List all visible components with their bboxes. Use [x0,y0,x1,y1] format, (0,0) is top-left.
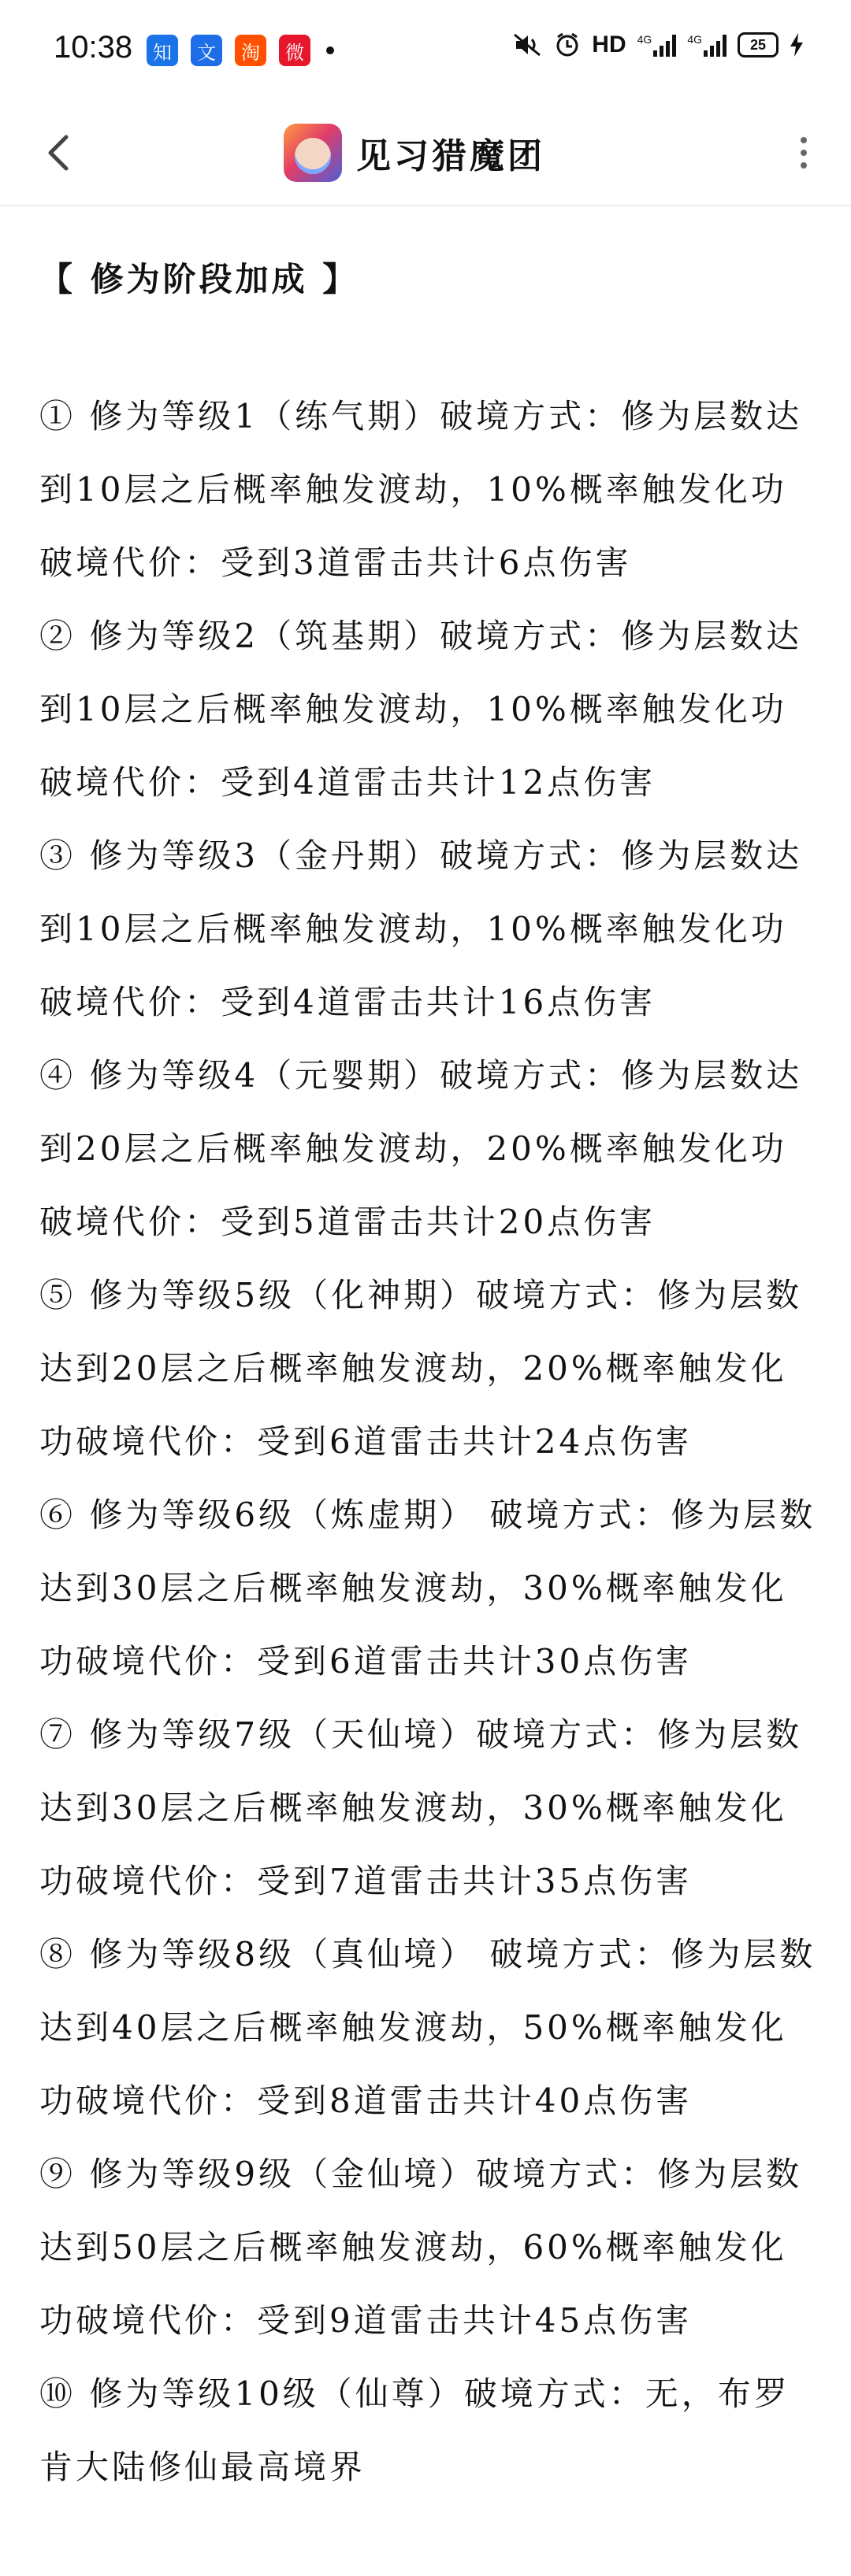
signal-bars-2-icon [704,33,727,57]
article-content [39,205,819,2504]
notification-icons [147,35,334,66]
signal-2-label: 4G [687,33,702,46]
more-dot-icon [801,137,807,143]
signal-1 [637,33,677,57]
charging-bolt-icon [790,33,804,57]
alarm-icon [554,32,581,58]
app-title-group [284,113,545,192]
zhihu-icon: 知 [147,35,178,66]
app-title: 见习猎魔团 [356,136,545,176]
system-status [511,32,804,58]
status-bar [0,0,851,104]
level-item-1: ① 修为等级1（练气期）破境方式：修为层数达到10层之后概率触发渡劫，10%概率触发化功破境代价：受到3道雷击共计6点伤害 [39,397,803,582]
level-item-8: ⑧ 修为等级8级（真仙境） 破境方式：修为层数达到40层之后概率触发渡劫，50%概率触发化功破境代价：受到8道雷击共计40点伤害 [39,1935,816,2120]
more-dot-icon [801,162,807,169]
more-notifications-dot [326,46,334,54]
app-bar [0,104,851,206]
more-options-button[interactable] [791,128,816,178]
status-time: 10:38 [54,30,133,65]
level-item-3: ③ 修为等级3（金丹期）破境方式：修为层数达到10层之后概率触发渡劫，10%概率触发化功破境代价：受到4道雷击共计16点伤害 [39,836,803,1021]
level-item-6: ⑥ 修为等级6级（炼虚期） 破境方式：修为层数达到30层之后概率触发渡劫，30%概率触发化功破境代价：受到6道雷击共计30点伤害 [39,1496,816,1681]
level-item-9: ⑨ 修为等级9级（金仙境）破境方式：修为层数达到50层之后概率触发渡劫，60%概率触发化功破境代价：受到9道雷击共计45点伤害 [39,2155,803,2340]
level-item-7: ⑦ 修为等级7级（天仙境）破境方式：修为层数达到30层之后概率触发渡劫，30%概率触发化功破境代价：受到7道雷击共计35点伤害 [39,1715,803,1900]
wenku-icon: 文 [191,35,222,66]
level-item-4: ④ 修为等级4（元婴期）破境方式：修为层数达到20层之后概率触发渡劫，20%概率触发化功破境代价：受到5道雷击共计20点伤害 [39,1056,803,1241]
app-logo [284,124,342,182]
back-button[interactable] [35,128,85,178]
level-item-5: ⑤ 修为等级5级（化神期）破境方式：修为层数达到20层之后概率触发渡劫，20%概率触发化功破境代价：受到6道雷击共计24点伤害 [39,1276,803,1461]
level-item-2: ② 修为等级2（筑基期）破境方式：修为层数达到10层之后概率触发渡劫，10%概率触发化功破境代价：受到4道雷击共计12点伤害 [39,617,803,802]
more-dot-icon [801,150,807,156]
level-item-10: ⑩ 修为等级10级（仙尊）破境方式：无，布罗肯大陆修仙最高境界 [39,2374,790,2486]
section-heading: 【 修为阶段加成 】 [39,260,359,298]
taobao-icon: 淘 [235,35,266,66]
battery-icon: 25 [738,32,779,57]
hd-indicator: HD [592,32,626,57]
mute-icon [511,32,543,58]
signal-2 [687,33,727,57]
chevron-left-icon [35,128,85,178]
signal-1-label: 4G [637,33,652,46]
signal-bars-1-icon [653,33,676,57]
level-list [39,380,819,2504]
weibo-icon: 微 [279,35,310,66]
